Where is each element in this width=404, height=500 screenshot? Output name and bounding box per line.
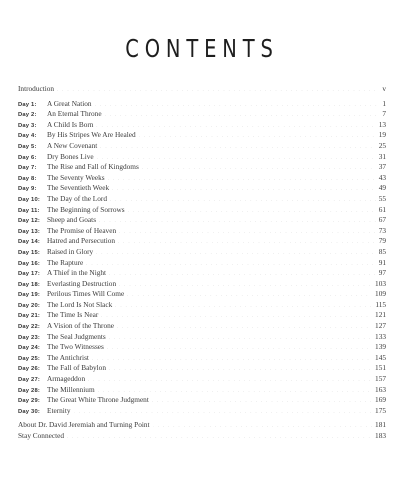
- toc-entry[interactable]: [18, 173, 386, 184]
- entry-title: Stay Connected: [18, 431, 65, 440]
- entry-page: v: [382, 84, 386, 93]
- dot-leader: [88, 375, 372, 386]
- entry-title: By His Stripes We Are Healed: [47, 130, 136, 140]
- entry-page: 109: [375, 289, 386, 299]
- toc-entry[interactable]: [18, 374, 386, 385]
- toc-entry[interactable]: [18, 363, 386, 374]
- day-label: Day 3:: [18, 122, 37, 129]
- entry-page: 49: [378, 183, 386, 193]
- dot-leader: [128, 206, 376, 217]
- day-label: Day 11:: [18, 207, 40, 214]
- entry-title: The Great White Throne Judgment: [47, 395, 149, 405]
- entry-title: The Promise of Heaven: [47, 225, 117, 235]
- day-label: Day 5:: [18, 143, 37, 150]
- dot-leader: [109, 269, 376, 280]
- day-label: Day 16:: [18, 260, 41, 267]
- entry-page: 43: [378, 172, 386, 182]
- entry-page: 91: [378, 257, 386, 267]
- entry-page: 37: [378, 162, 386, 172]
- entry-title: Raised in Glory: [47, 246, 94, 256]
- dot-leader: [108, 174, 376, 185]
- page-title: CONTENTS: [125, 34, 279, 63]
- table-of-contents: [18, 84, 386, 442]
- toc-entry[interactable]: [18, 109, 386, 120]
- dot-leader: [92, 354, 372, 365]
- toc-entry[interactable]: [18, 205, 386, 216]
- dot-leader: [127, 290, 372, 301]
- day-label: Day 10:: [18, 196, 41, 203]
- day-label: Day 9:: [18, 186, 37, 193]
- entry-title: The Rise and Fall of Kingdoms: [47, 162, 139, 172]
- entry-title: About Dr. David Jeremiah and Turning Point: [18, 420, 150, 430]
- day-label: Day 15:: [18, 249, 41, 256]
- entry-title: Dry Bones Live: [47, 151, 94, 161]
- toc-entry[interactable]: [18, 353, 386, 364]
- entry-page: 133: [375, 331, 386, 341]
- toc-entry[interactable]: [18, 279, 386, 290]
- toc-entry[interactable]: [18, 247, 386, 258]
- entry-title: Armageddon: [47, 374, 86, 384]
- dot-leader: [109, 333, 372, 344]
- dot-leader: [105, 110, 380, 121]
- toc-entry[interactable]: [18, 226, 386, 237]
- back-matter-entries: [18, 420, 386, 441]
- day-label: Day 20:: [18, 302, 41, 309]
- entry-title: Perilous Times Will Come: [47, 289, 125, 299]
- dot-leader: [152, 396, 372, 407]
- toc-entry[interactable]: [18, 342, 386, 353]
- dot-leader: [110, 195, 376, 206]
- entry-page: 169: [375, 395, 386, 405]
- dot-leader: [96, 248, 375, 259]
- day-label: Day 7:: [18, 165, 37, 172]
- dot-leader: [101, 311, 372, 322]
- entry-page: 19: [378, 130, 386, 140]
- entry-title: Eternity: [47, 405, 71, 415]
- entry-page: 25: [378, 140, 386, 150]
- day-label: Day 4:: [18, 133, 37, 140]
- day-label: Day 29:: [18, 398, 41, 405]
- dot-leader: [115, 301, 372, 312]
- day-label: Day 14:: [18, 239, 41, 246]
- toc-entry-introduction[interactable]: [18, 84, 386, 95]
- toc-entry[interactable]: [18, 268, 386, 279]
- day-label: Day 23:: [18, 334, 41, 341]
- entry-page: 67: [378, 215, 386, 225]
- toc-entry[interactable]: [18, 289, 386, 300]
- entry-title: The Seventieth Week: [47, 183, 110, 193]
- entry-page: 175: [375, 405, 386, 415]
- entry-page: 1: [382, 98, 386, 108]
- toc-entry[interactable]: [18, 385, 386, 396]
- entry-title: The Seal Judgments: [47, 331, 106, 341]
- toc-entry[interactable]: [18, 120, 386, 131]
- dot-leader: [57, 85, 379, 96]
- entry-title: Hatred and Persecution: [47, 236, 116, 246]
- entry-page: 115: [375, 299, 386, 309]
- entry-page: 55: [378, 193, 386, 203]
- entry-title: The Time Is Near: [47, 310, 99, 320]
- entry-page: 13: [378, 119, 386, 129]
- entry-page: 103: [375, 278, 386, 288]
- toc-entry[interactable]: [18, 332, 386, 343]
- entry-page: 183: [375, 431, 386, 440]
- day-label: Day 24:: [18, 345, 41, 352]
- entry-title: The Rapture: [47, 257, 84, 267]
- toc-entry[interactable]: [18, 420, 386, 431]
- entry-title: The Millennium: [47, 384, 95, 394]
- entry-page: 139: [375, 342, 386, 352]
- dot-leader: [119, 227, 376, 238]
- entry-page: 7: [382, 109, 386, 119]
- dot-leader: [74, 407, 373, 418]
- day-entries: [18, 99, 386, 417]
- toc-entry[interactable]: [18, 162, 386, 173]
- entry-page: 73: [378, 225, 386, 235]
- toc-entry[interactable]: [18, 183, 386, 194]
- entry-title: The Beginning of Sorrows: [47, 204, 125, 214]
- entry-title: The Lord Is Not Slack: [47, 299, 113, 309]
- dot-leader: [112, 184, 376, 195]
- day-label: Day 22:: [18, 324, 41, 331]
- dot-leader: [86, 259, 375, 270]
- dot-leader: [67, 432, 372, 443]
- entry-title: Everlasting Destruction: [47, 278, 117, 288]
- toc-entry[interactable]: [18, 99, 386, 110]
- dot-leader: [118, 237, 376, 248]
- entry-page: 31: [378, 151, 386, 161]
- entry-page: 121: [375, 310, 386, 320]
- toc-entry[interactable]: [18, 236, 386, 247]
- day-label: Day 8:: [18, 175, 37, 182]
- day-label: Day 19:: [18, 292, 41, 299]
- dot-leader: [99, 216, 376, 227]
- dot-leader: [119, 280, 372, 291]
- day-label: Day 1:: [18, 101, 37, 108]
- entry-title: A Vision of the Throne: [47, 321, 114, 331]
- day-label: Day 18:: [18, 281, 41, 288]
- day-label: Day 21:: [18, 313, 41, 320]
- toc-entry[interactable]: [18, 321, 386, 332]
- toc-entry[interactable]: [18, 141, 386, 152]
- toc-entry[interactable]: [18, 152, 386, 163]
- entry-title: The Day of the Lord: [47, 193, 107, 203]
- entry-title: Sheep and Goats: [47, 215, 97, 225]
- entry-page: 181: [375, 420, 386, 430]
- day-label: Day 27:: [18, 377, 41, 384]
- day-label: Day 6:: [18, 154, 37, 161]
- day-label: Day 28:: [18, 387, 41, 394]
- dot-leader: [95, 100, 380, 111]
- toc-entry[interactable]: [18, 431, 386, 442]
- day-label: Day 17:: [18, 271, 41, 278]
- entry-title: A Thief in the Night: [47, 268, 107, 278]
- dot-leader: [117, 322, 372, 333]
- entry-title: The Fall of Babylon: [47, 363, 106, 373]
- dot-leader: [139, 131, 376, 142]
- entry-title: Introduction: [18, 84, 55, 93]
- dot-leader: [153, 421, 373, 432]
- day-label: Day 2:: [18, 112, 37, 119]
- entry-title: The Antichrist: [47, 352, 89, 362]
- day-label: Day 13:: [18, 228, 41, 235]
- toc-entry[interactable]: [18, 310, 386, 321]
- toc-entry[interactable]: [18, 395, 386, 406]
- toc-entry[interactable]: [18, 194, 386, 205]
- entry-page: 79: [378, 236, 386, 246]
- day-label: Day 26:: [18, 366, 41, 373]
- toc-entry[interactable]: [18, 300, 386, 311]
- entry-page: 85: [378, 246, 386, 256]
- entry-page: 97: [378, 268, 386, 278]
- entry-title: An Eternal Throne: [47, 109, 102, 119]
- toc-entry[interactable]: [18, 258, 386, 269]
- entry-page: 163: [375, 384, 386, 394]
- entry-title: A New Covenant: [47, 140, 98, 150]
- toc-entry[interactable]: [18, 215, 386, 226]
- dot-leader: [109, 364, 372, 375]
- dot-leader: [107, 343, 372, 354]
- entry-title: A Great Nation: [47, 98, 92, 108]
- day-label: Day 25:: [18, 355, 41, 362]
- day-label: Day 12:: [18, 218, 41, 225]
- entry-title: The Two Witnesses: [47, 342, 104, 352]
- entry-page: 151: [375, 363, 386, 373]
- entry-title: The Seventy Weeks: [47, 172, 105, 182]
- toc-entry[interactable]: [18, 130, 386, 141]
- entry-title: A Child Is Born: [47, 119, 94, 129]
- dot-leader: [100, 142, 375, 153]
- entry-page: 157: [375, 374, 386, 384]
- toc-entry[interactable]: [18, 406, 386, 417]
- entry-page: 127: [375, 321, 386, 331]
- dot-leader: [142, 163, 376, 174]
- entry-page: 145: [375, 352, 386, 362]
- day-label: Day 30:: [18, 408, 41, 415]
- entry-page: 61: [378, 204, 386, 214]
